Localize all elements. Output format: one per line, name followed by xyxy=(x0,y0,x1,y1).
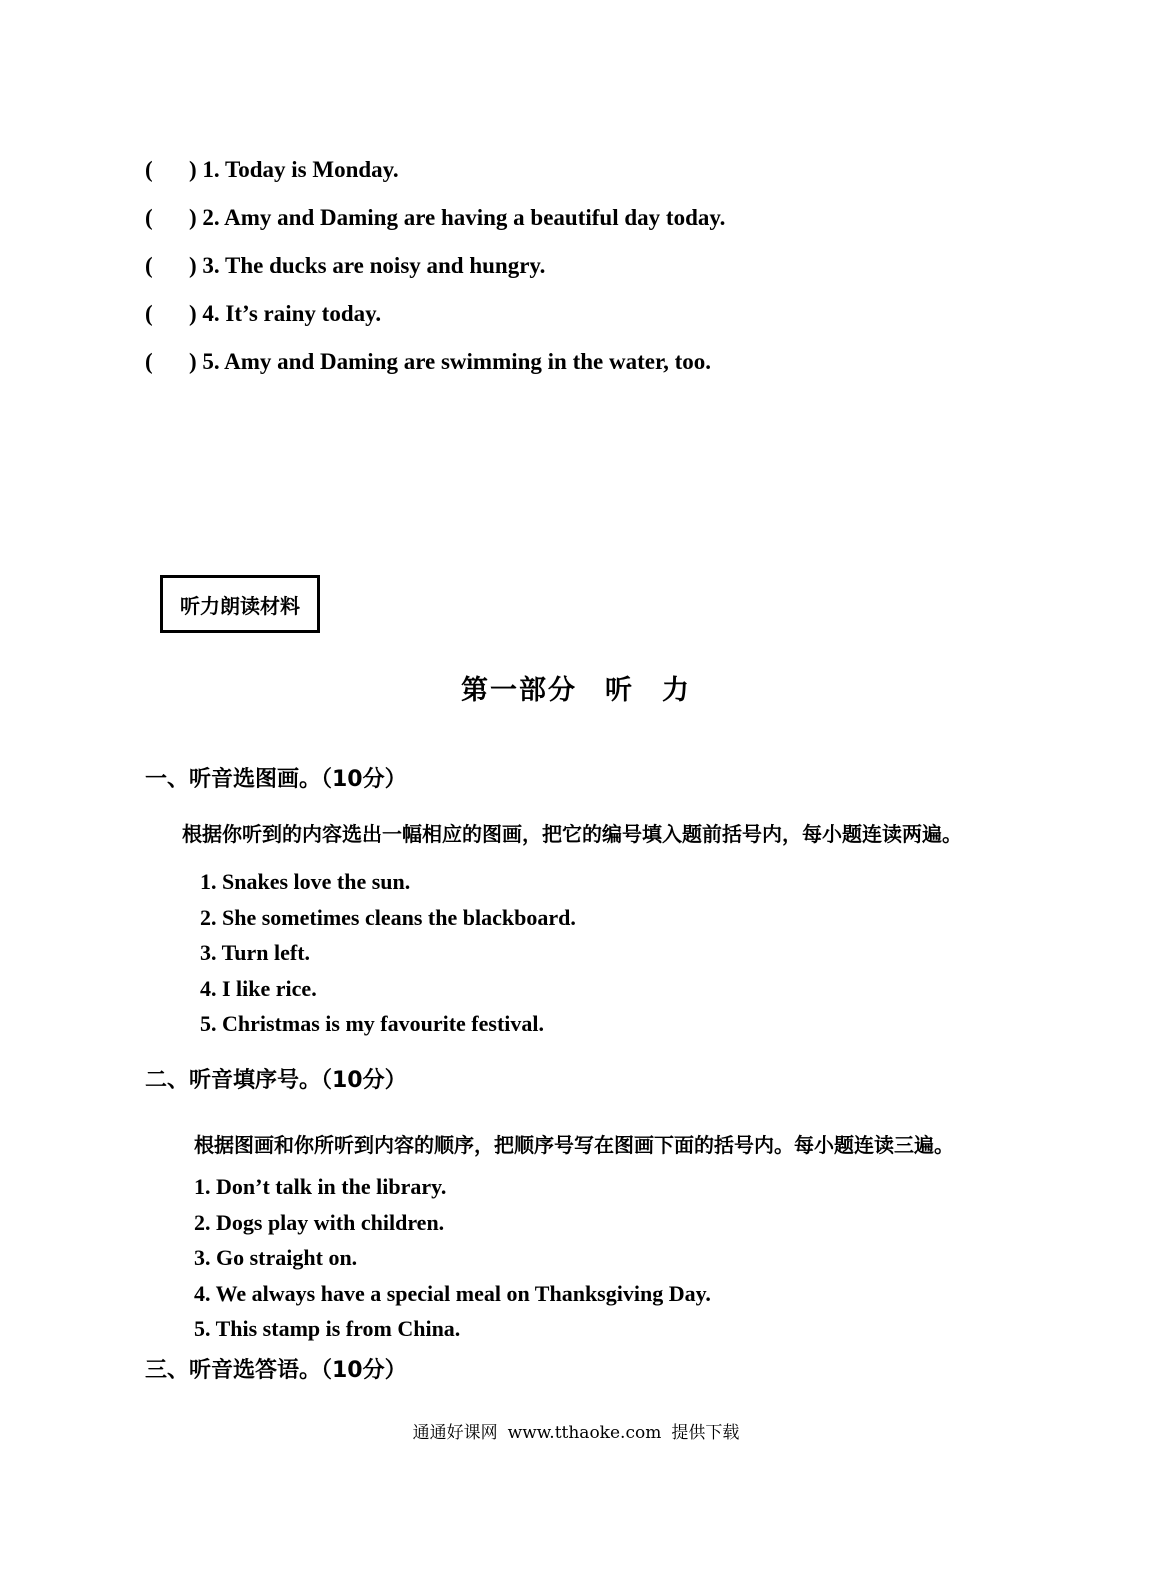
footer-url: www.tthaoke.com xyxy=(507,1423,662,1443)
answer-paren-close: ) xyxy=(189,301,197,326)
statement-text: 3. The ducks are noisy and hungry. xyxy=(202,253,546,278)
section-2-instruction: 根据图画和你所听到内容的顺序，把顺序号写在图画下面的括号内。每小题连读三遍。 xyxy=(194,1133,954,1157)
page-footer xyxy=(0,1418,1152,1443)
answer-paren-close: ) xyxy=(189,205,197,230)
true-false-item xyxy=(145,203,725,233)
true-false-item xyxy=(145,251,545,281)
answer-paren-open: ( xyxy=(145,253,153,278)
list-item: 5. This stamp is from China. xyxy=(194,1316,461,1341)
true-false-item xyxy=(145,299,381,329)
statement-text: 2. Amy and Daming are having a beautiful day today. xyxy=(202,205,726,230)
list-item: 1. Snakes love the sun. xyxy=(200,869,411,894)
list-item: 2. Dogs play with children. xyxy=(194,1209,445,1235)
section-3-heading: 三、听音选答语。（10分） xyxy=(145,1358,407,1383)
list-item: 5. Christmas is my favourite festival. xyxy=(200,1011,545,1036)
list-item: 4. We always have a special meal on Thanksgiving Day. xyxy=(194,1280,711,1306)
statement-text: 5. Amy and Daming are swimming in the water, too. xyxy=(202,349,711,374)
answer-paren-close: ) xyxy=(189,157,197,182)
section-2-heading: 二、听音填序号。（10分） xyxy=(145,1068,407,1093)
list-item: 1. Don’t talk in the library. xyxy=(194,1174,447,1199)
answer-paren-close: ) xyxy=(189,253,197,278)
part-title xyxy=(0,668,1152,707)
answer-paren-close: ) xyxy=(189,349,197,374)
statement-text: 4. It’s rainy today. xyxy=(202,301,382,326)
answer-paren-open: ( xyxy=(145,205,153,230)
section-1-items xyxy=(200,864,576,1042)
statement-text: 1. Today is Monday. xyxy=(202,157,399,182)
section-1-instruction: 根据你听到的内容选出一幅相应的图画，把它的编号填入题前括号内，每小题连读两遍。 xyxy=(182,822,962,846)
part-title-word-1: 听 xyxy=(605,675,634,706)
section-1-heading: 一、听音选图画。（10分） xyxy=(145,767,407,792)
list-item: 3. Turn left. xyxy=(200,940,311,965)
part-title-part: 第一部分 xyxy=(461,675,577,706)
list-item: 2. She sometimes cleans the blackboard. xyxy=(200,904,576,930)
listening-material-label: 听力朗读材料 xyxy=(180,593,300,618)
list-item: 4. I like rice. xyxy=(200,975,317,1001)
footer-site-name: 通通好课网 xyxy=(412,1423,498,1443)
footer-suffix: 提供下载 xyxy=(671,1423,740,1443)
answer-paren-open: ( xyxy=(145,349,153,374)
answer-paren-open: ( xyxy=(145,157,153,182)
listening-material-box xyxy=(160,575,320,633)
part-title-word-2: 力 xyxy=(662,675,691,706)
true-false-item xyxy=(145,155,399,185)
answer-paren-open: ( xyxy=(145,301,153,326)
section-2-items xyxy=(194,1169,711,1347)
true-false-item xyxy=(145,347,711,377)
list-item: 3. Go straight on. xyxy=(194,1245,358,1270)
